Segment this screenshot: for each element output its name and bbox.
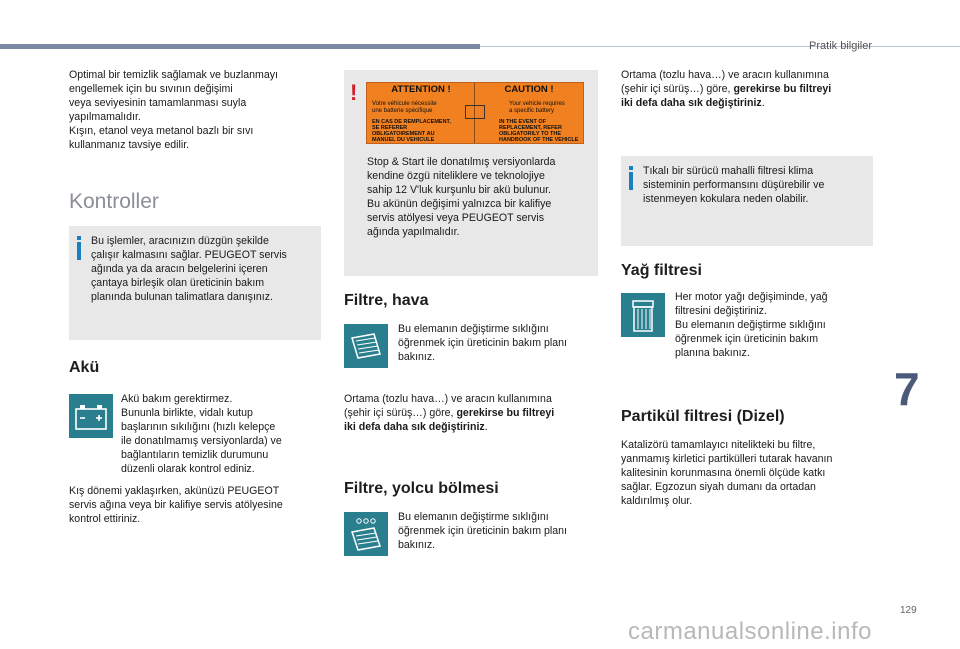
warning-exclamation-icon: ! xyxy=(350,80,358,105)
label-attention: ATTENTION ! xyxy=(391,84,451,95)
cabin-filter-info-box xyxy=(621,156,873,246)
page-number: 129 xyxy=(900,605,917,616)
battery-icon xyxy=(69,394,113,438)
label-battery-icon xyxy=(465,105,485,119)
label-caution: CAUTION ! xyxy=(504,84,554,95)
cabin-filter-icon xyxy=(344,512,388,556)
label-en-text: Your vehicle requires a specific battery xyxy=(509,101,565,114)
kontroller-info-text: Bu işlemler, aracınızın düzgün şekilde çalışır kalmasını sağlar. PEUGEOT servis ağında ya da aracın belgelerini içeren çantaya birleşik olan üreticinin bakım planında bulunan talimatlara danışınız. xyxy=(91,235,287,303)
intro-paragraph: Optimal bir temizlik sağlamak ve buzlanmayı engellemek için bu sıvının değişimi veya seviyesinin tamamlanması suyla yapılmamalıdır. Kışın, etanol veya metanol bazlı bir sıvı kullanmanız tavsiye edilir. xyxy=(69,69,279,151)
hava-text-2: Ortama (tozlu hava…) ve aracın kullanımına (şehir içi sürüş…) göre, gerekirse bu filtreyi iki defa daha sık değiştiriniz. xyxy=(344,393,555,433)
aku-heading: Akü xyxy=(69,359,100,376)
kontroller-heading: Kontroller xyxy=(69,190,159,213)
partikul-heading: Partikül filtresi (Dizel) xyxy=(621,408,785,425)
yolcu-heading: Filtre, yolcu bölmesi xyxy=(344,480,499,497)
kontroller-info-box xyxy=(69,226,321,340)
yolcu-text: Bu elemanın değiştirme sıklığını öğrenmek için üreticinin bakım planı bakınız. xyxy=(398,511,567,551)
oil-filter-icon xyxy=(621,293,665,337)
label-fr-small: EN CAS DE REMPLACEMENT, SE REFERER OBLIGATOIREMENT AU MANUEL DU VEHICULE xyxy=(372,119,451,143)
partikul-text: Katalizörü tamamlayıcı nitelikteki bu filtre, yanmamış kirletici partikülleri tutarak havanın kalitesinin korunmasına önemli ölçüde katkı sağlar. Egzozun siyah dumanı da ortadan kaldırılmış olur. xyxy=(621,439,833,507)
yag-heading: Yağ filtresi xyxy=(621,262,702,279)
label-en-small: IN THE EVENT OF REPLACEMENT, REFER OBLIGATORILY TO THE HANDBOOK OF THE VEHICLE xyxy=(499,119,579,143)
air-filter-icon xyxy=(344,324,388,368)
header-bar-dark xyxy=(0,44,480,49)
section-title: Pratik bilgiler xyxy=(809,40,872,52)
hava-heading: Filtre, hava xyxy=(344,292,429,309)
aku-text-2: Kış dönemi yaklaşırken, akünüzü PEUGEOT servis ağına veya bir kalifiye servis atölyesine kontrol ettiriniz. xyxy=(69,485,283,525)
watermark: carmanualsonline.info xyxy=(628,618,872,645)
hava-text: Bu elemanın değiştirme sıklığını öğrenmek için üreticinin bakım planı bakınız. xyxy=(398,323,567,363)
info-icon xyxy=(629,166,633,192)
battery-warning-label xyxy=(366,82,584,144)
info-icon xyxy=(77,236,81,262)
stop-start-text: Stop & Start ile donatılmış versiyonlarda kendine özgü niteliklere ve teknolojiye sahip 12 V'luk kurşunlu bir akü bulunur. Bu akünün değişimi yalnızca bir kalifiye servis atölyesi veya PEUGEOT servis ağında yapılmalıdır. xyxy=(367,156,556,238)
label-fr-text: Votre véhicule nécessite une batterie spécifique xyxy=(372,101,437,114)
header-bar-light xyxy=(480,46,960,47)
cabin-filter-info-text: Tıkalı bir sürücü mahalli filtresi klima sisteminin performansını düşürebilir ve istenmeyen kokulara neden olabilir. xyxy=(643,165,825,205)
aku-text: Akü bakım gerektirmez. Bununla birlikte, vidalı kutup başlarının sıkılığını (hızlı kelepçe ile donatılmamış versiyonlarda) ve bağlantıların temizlik durumunu düzenli olarak kontrol ediniz. xyxy=(121,393,282,475)
col3-intro: Ortama (tozlu hava…) ve aracın kullanımına (şehir içi sürüş…) göre, gerekirse bu filtreyi iki defa daha sık değiştiriniz. xyxy=(621,69,832,109)
yag-text: Her motor yağı değişiminde, yağ filtresini değiştiriniz. Bu elemanın değiştirme sıklığını öğrenmek için üreticinin bakım planına bakınız. xyxy=(675,291,828,359)
chapter-number: 7 xyxy=(894,363,920,415)
